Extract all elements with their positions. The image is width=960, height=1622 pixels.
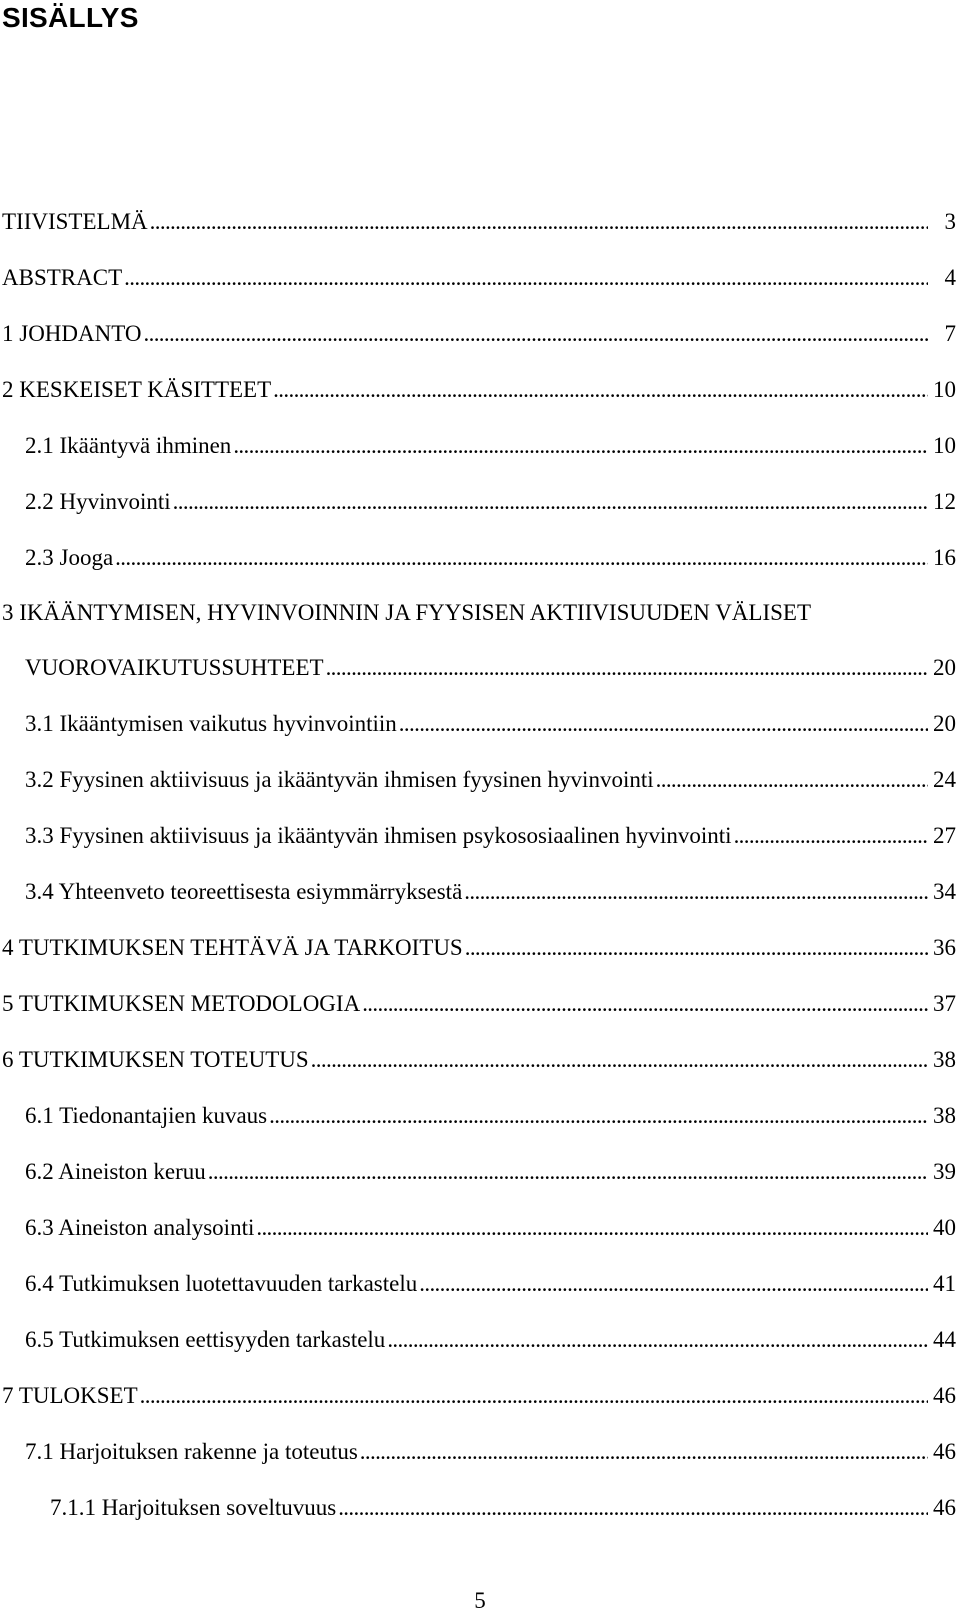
- toc-entry[interactable]: [25, 1437, 956, 1467]
- toc-entry[interactable]: [25, 1101, 956, 1131]
- page-number: 5: [474, 1588, 486, 1613]
- toc-entry-page: 20: [933, 711, 956, 736]
- toc-entry-page: 20: [933, 655, 956, 680]
- toc-entry[interactable]: [25, 709, 956, 739]
- toc-entry[interactable]: [25, 1157, 956, 1187]
- toc-dot-leader: [273, 375, 928, 405]
- toc-entry[interactable]: [2, 263, 956, 293]
- toc-dot-leader: [311, 1045, 928, 1075]
- toc-entry[interactable]: [2, 319, 956, 349]
- toc-entry-page: 24: [933, 767, 956, 792]
- toc-entry-title: 1 JOHDANTO: [2, 321, 142, 346]
- toc-entry[interactable]: [25, 1213, 956, 1243]
- toc-entry-page: 27: [933, 823, 956, 848]
- toc-entry-title-line1[interactable]: 3 IKÄÄNTYMISEN, HYVINVOINNIN JA FYYSISEN AKTIIVISUUDEN VÄLISET: [2, 600, 812, 625]
- toc-entry-page: 34: [933, 879, 956, 904]
- toc-entry-page: 10: [933, 377, 956, 402]
- toc-entry[interactable]: [50, 1493, 956, 1523]
- toc-entry-title: 3.3 Fyysinen aktiivisuus ja ikääntyvän ihmisen psykososiaalinen hyvinvointi: [25, 823, 732, 848]
- toc-entry-title: 6.3 Aineiston analysointi: [25, 1215, 255, 1240]
- toc-entry[interactable]: [2, 1045, 956, 1075]
- toc-dot-leader: [150, 207, 928, 237]
- toc-dot-leader: [362, 989, 928, 1019]
- toc-entry-page: 10: [933, 433, 956, 458]
- toc-dot-leader: [256, 1213, 928, 1243]
- toc-dot-leader: [233, 431, 928, 461]
- toc-dot-leader: [465, 933, 928, 963]
- toc-entry-title: 4 TUTKIMUKSEN TEHTÄVÄ JA TARKOITUS: [2, 935, 463, 960]
- toc-entry-page: 46: [933, 1383, 956, 1408]
- toc-dot-leader: [115, 543, 928, 573]
- toc-entry[interactable]: [25, 877, 956, 907]
- toc-dot-leader: [464, 877, 928, 907]
- toc-entry-page: 7: [944, 321, 956, 346]
- toc-entry[interactable]: [25, 765, 956, 795]
- toc-entry-page: 46: [933, 1439, 956, 1464]
- toc-entry[interactable]: [25, 1325, 956, 1355]
- toc-entry-page: 16: [933, 545, 956, 570]
- toc-entry-title: ABSTRACT: [2, 265, 123, 290]
- toc-entry[interactable]: [2, 375, 956, 405]
- toc-entry[interactable]: [2, 1381, 956, 1411]
- toc-entry-title: 5 TUTKIMUKSEN METODOLOGIA: [2, 991, 361, 1016]
- toc-entry-title: TIIVISTELMÄ: [2, 209, 148, 234]
- toc-dot-leader: [208, 1157, 928, 1187]
- toc-entry-title: 6 TUTKIMUKSEN TOTEUTUS: [2, 1047, 309, 1072]
- toc-entry-title: 7 TULOKSET: [2, 1383, 138, 1408]
- toc-entry-title: 6.2 Aineiston keruu: [25, 1159, 206, 1184]
- toc-entry[interactable]: [2, 933, 956, 963]
- toc-entry-title: VUOROVAIKUTUSSUHTEET: [25, 655, 324, 680]
- toc-dot-leader: [360, 1437, 928, 1467]
- toc-entry[interactable]: [25, 487, 956, 517]
- toc-entry[interactable]: [25, 543, 956, 573]
- toc-dot-leader: [656, 765, 928, 795]
- toc-entry-page: 37: [933, 991, 956, 1016]
- toc-entry-title: 3.4 Yhteenveto teoreettisesta esiymmärryksestä: [25, 879, 463, 904]
- toc-entry-title: 3.2 Fyysinen aktiivisuus ja ikääntyvän ihmisen fyysinen hyvinvointi: [25, 767, 654, 792]
- toc-entry-page: 38: [933, 1047, 956, 1072]
- toc-entry[interactable]: [25, 653, 956, 683]
- toc-dot-leader: [419, 1269, 928, 1299]
- toc-entry-title: 2.2 Hyvinvointi: [25, 489, 171, 514]
- toc-entry[interactable]: [2, 207, 956, 237]
- toc-entry-page: 46: [933, 1495, 956, 1520]
- toc-entry[interactable]: [25, 1269, 956, 1299]
- toc-dot-leader: [140, 1381, 928, 1411]
- toc-entry[interactable]: [25, 431, 956, 461]
- toc-dot-leader: [399, 709, 928, 739]
- toc-dot-leader: [338, 1493, 928, 1523]
- toc-dot-leader: [387, 1325, 928, 1355]
- toc-entry[interactable]: [25, 821, 956, 851]
- toc-entry-title: 2.3 Jooga: [25, 545, 114, 570]
- toc-entry-page: 3: [944, 209, 956, 234]
- toc-dot-leader: [269, 1101, 928, 1131]
- toc-entry-page: 40: [933, 1215, 956, 1240]
- toc-dot-leader: [124, 263, 928, 293]
- toc-dot-leader: [326, 653, 928, 683]
- toc-entry-page: 41: [933, 1271, 956, 1296]
- toc-entry-title: 6.1 Tiedonantajien kuvaus: [25, 1103, 268, 1128]
- toc-entry-page: 44: [933, 1327, 956, 1352]
- toc-entry-title: 3.1 Ikääntymisen vaikutus hyvinvointiin: [25, 711, 397, 736]
- toc-entry-title: 7.1.1 Harjoituksen soveltuvuus: [50, 1495, 337, 1520]
- toc-entry-title: 2 KESKEISET KÄSITTEET: [2, 377, 272, 402]
- page-title: SISÄLLYS: [2, 2, 139, 33]
- toc-entry-title: 2.1 Ikääntyvä ihminen: [25, 433, 232, 458]
- toc-entry[interactable]: [2, 989, 956, 1019]
- toc-entry-title: 7.1 Harjoituksen rakenne ja toteutus: [25, 1439, 358, 1464]
- toc-entry-page: 36: [933, 935, 956, 960]
- toc-entry-page: 12: [933, 489, 956, 514]
- toc-entry-page: 4: [944, 265, 956, 290]
- toc-entry-title: 6.4 Tutkimuksen luotettavuuden tarkastelu: [25, 1271, 418, 1296]
- toc-dot-leader: [173, 487, 928, 517]
- toc-entry-page: 38: [933, 1103, 956, 1128]
- toc-entry-page: 39: [933, 1159, 956, 1184]
- toc-entry-title: 6.5 Tutkimuksen eettisyyden tarkastelu: [25, 1327, 386, 1352]
- toc-dot-leader: [144, 319, 929, 349]
- toc-dot-leader: [734, 821, 928, 851]
